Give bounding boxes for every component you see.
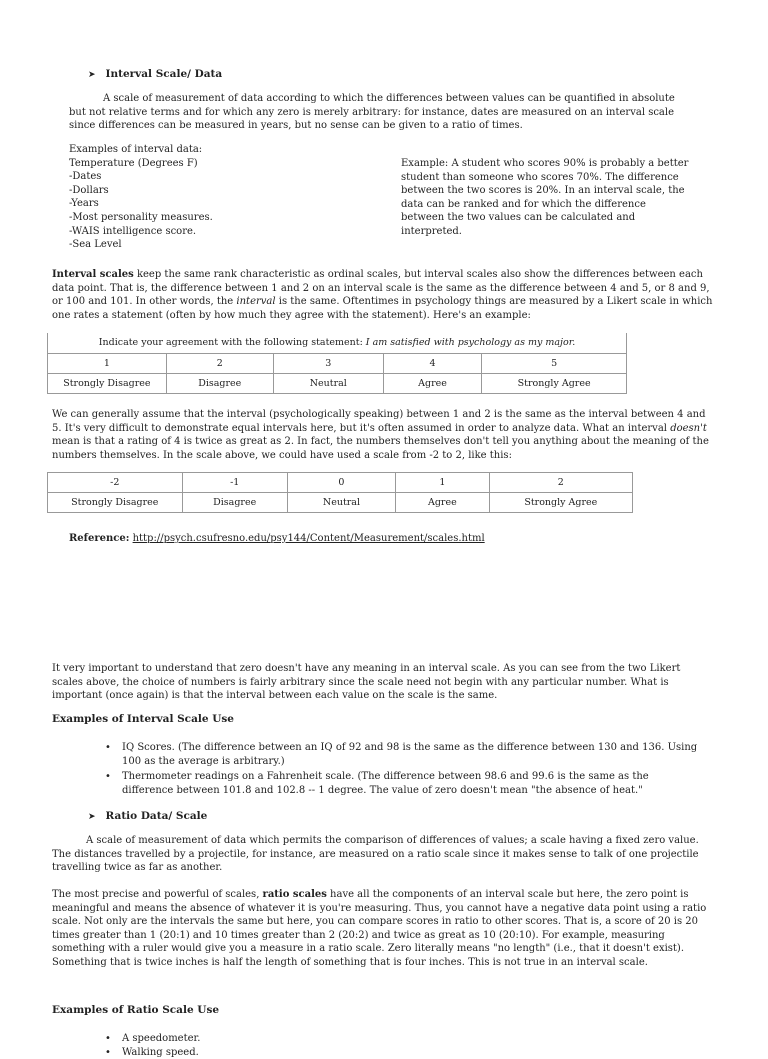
example-item: -Years: [69, 198, 99, 210]
ratio-use-heading: Examples of Ratio Scale Use: [52, 1004, 220, 1016]
list-item: • Thermometer readings on a Fahrenheit scale. (The difference between 98.6 and 99.6 is the same as the difference between 101.8 and 102.8 -- 1 degree. The value of zero doesn't mean "the absence of heat.": [102, 770, 702, 797]
scale-label-cell: Strongly Agree: [489, 493, 632, 513]
list-item: • Walking speed.: [102, 1046, 702, 1059]
list-item: • IQ Scores. (The difference between an IQ of 92 and 98 is the same as the difference between 130 and 136. Using 100 as the average is arbitrary.): [102, 741, 702, 768]
scale-label-cell: Disagree: [166, 374, 273, 394]
scale-number-cell: 2: [166, 354, 273, 374]
scale-number-cell: 1: [396, 473, 490, 493]
ratio-definition: A scale of measurement of data which permits the comparison of differences of values; a scale having a fixed zero value. The distances travelled by a projectile, for instance, are measured on a ratio scale since it makes sense to talk of one projectile travelling twice as far as another.: [52, 835, 699, 874]
interval-use-heading: Examples of Interval Scale Use: [52, 713, 234, 725]
example-text: Example: A student who scores 90% is probably a better student than someone who scores 70%. The difference between the two scores is 20%. In an interval scale, the data can be ranked and for which the difference between the two values can be calculated and interpreted.: [401, 158, 689, 237]
example-item: -Most personality measures.: [69, 211, 213, 223]
ratio-heading: ➤ Ratio Data/ Scale: [88, 810, 208, 822]
example-item: -Sea Level: [69, 239, 122, 251]
examples-title: Examples of interval data:: [69, 144, 203, 155]
interval-use-list: [102, 741, 702, 797]
scale-label-cell: Neutral: [273, 374, 383, 394]
interval-paragraph-1: Interval scales keep the same rank characteristic as ordinal scales, but interval scales also show the differences between each data point. That is, the difference between 1 and 2 on an interval scale is the same as the difference between 4 and 5, or 8 and 9, or 100 and 101. In other words, the interval is the same. Oftentimes in psychology things are measured by a Likert scale in which one rates a statement (often by how much they agree with the statement). Here's an example:: [52, 269, 713, 321]
scale-number-cell: -1: [182, 473, 287, 493]
reference-link[interactable]: http://psych.csufresno.edu/psy144/Content/Measurement/scales.html: [132, 533, 485, 544]
scale-label-cell: Strongly Agree: [482, 374, 627, 394]
scale-label-cell: Strongly Disagree: [48, 493, 183, 513]
scale-label-cell: Agree: [396, 493, 490, 513]
ratio-paragraph: The most precise and powerful of scales, ratio scales have all the components of an interval scale but here, the zero point is meaningful and means the absence of whatever it is you're measuring. Thus, you cannot have a negative data point using a ratio scale. Not only are the intervals the same but here, you can compare scores in ratio to other scores. That is, a score of 20 is 20 times greater than 1 (20:1) and 10 times greater than 2 (20:2) and twice as great as 10 (20:10). For example, measuring something with a ruler would give you a measure in a ratio scale. Zero literally means "no length" (i.e., that it doesn't exist). Something that is twice inches is half the length of something that is four inches. This is not true in an interval scale.: [52, 889, 707, 968]
likert-table-2: [47, 472, 633, 513]
arrow-bullet-icon: ➤: [88, 70, 96, 80]
statement-cell: Indicate your agreement with the following statement: I am satisfied with psychology as my major.: [48, 333, 627, 354]
scale-number-cell: 0: [287, 473, 395, 493]
scale-label-cell: Neutral: [287, 493, 395, 513]
scale-label-cell: Agree: [383, 374, 481, 394]
reference: Reference: http://psych.csufresno.edu/psy144/Content/Measurement/scales.html: [69, 533, 485, 544]
scale-number-cell: 4: [383, 354, 481, 374]
scale-number-cell: 5: [482, 354, 627, 374]
scale-number-cell: -2: [48, 473, 183, 493]
scale-number-cell: 2: [489, 473, 632, 493]
scale-number-cell: 1: [48, 354, 167, 374]
list-item: • A speedometer.: [102, 1032, 702, 1046]
example-item: -Dollars: [69, 184, 109, 196]
example-item: Temperature (Degrees F): [69, 157, 198, 169]
arrow-bullet-icon: ➤: [88, 812, 96, 822]
interval-paragraph-3: It very important to understand that zero doesn't have any meaning in an interval scale. As you can see from the two Likert scales above, the choice of numbers is fairly arbitrary since the scale need not begin with any particular number. What is important (once again) is that the interval between each value on the scale is the same.: [52, 663, 681, 702]
example-item: -Dates: [69, 171, 102, 183]
scale-label-cell: Disagree: [182, 493, 287, 513]
interval-heading: ➤ Interval Scale/ Data: [88, 68, 223, 80]
ratio-use-list: [102, 1032, 702, 1059]
interval-paragraph-2: We can generally assume that the interval (psychologically speaking) between 1 and 2 is the same as the interval between 4 and 5. It's very difficult to demonstrate equal intervals here, but it's often assumed in order to analyze data. What an interval doesn't mean is that a rating of 4 is twice as great as 2. In fact, the numbers themselves don't tell you anything about the meaning of the numbers themselves. In the scale above, we could have used a scale from -2 to 2, like this:: [52, 409, 709, 461]
interval-definition: A scale of measurement of data according to which the differences between values can be quantified in absolute but not relative terms and for which any zero is merely arbitrary: for instance, dates are measured on an interval scale since differences can be measured in years, but no sense can be given to a ratio of times.: [69, 93, 675, 132]
example-item: -WAIS intelligence score.: [69, 225, 197, 237]
likert-table-1: [47, 333, 627, 394]
interval-examples: [69, 143, 369, 252]
scale-number-cell: 3: [273, 354, 383, 374]
scale-label-cell: Strongly Disagree: [48, 374, 167, 394]
